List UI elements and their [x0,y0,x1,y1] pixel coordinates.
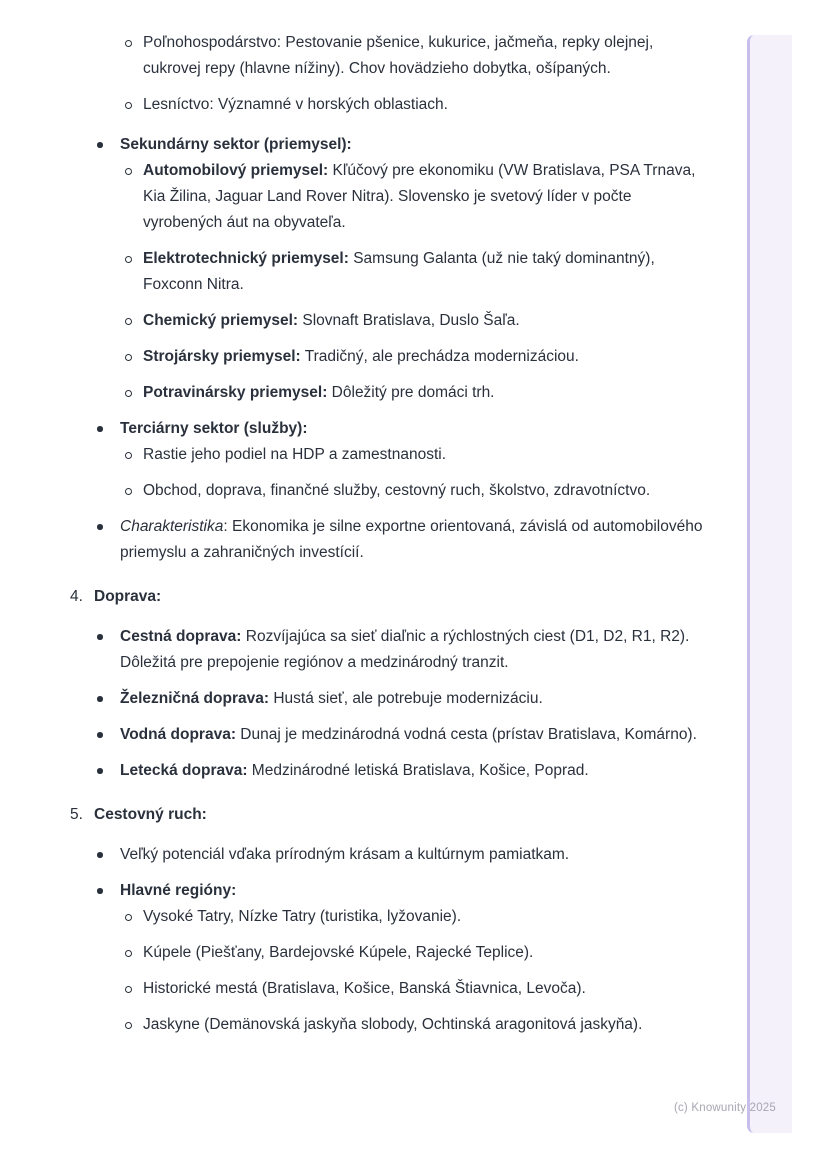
list-item-content [143,308,712,334]
section-heading [70,584,712,610]
list-item [125,158,712,236]
list-item [97,686,712,712]
list-item [125,940,712,966]
list-block [125,30,712,118]
list-item [125,246,712,298]
next-page-preview[interactable] [747,35,792,1133]
bullet-disc-icon [97,758,120,774]
list-item-text: Slovnaft Bratislava, Duslo Šaľa. [298,312,520,329]
list-item-content [143,158,712,236]
list-item-lead: Vodná doprava: [120,726,236,743]
list-item-text: Hustá sieť, ale potrebuje modernizáciu. [269,690,543,707]
list-item-content [143,30,712,82]
list-block [97,132,712,566]
list-item-content [143,344,712,370]
list-item [97,514,712,566]
list-item [97,132,712,406]
bullet-circle-icon [125,904,143,921]
bullet-circle-icon [125,442,143,459]
list-item-text: Obchod, doprava, finančné služby, cestovný ruch, školstvo, zdravotníctvo. [143,482,651,499]
bullet-circle-icon [125,308,143,325]
list-item-content [143,940,712,966]
list-item-text: Dôležitý pre domáci trh. [327,384,495,401]
section-title: Cestovný ruch: [94,806,207,823]
list-block [97,842,712,1038]
list-item-content [120,686,712,712]
list-item [125,92,712,118]
list-block [125,442,712,504]
list-item-lead: Hlavné regióny: [120,882,237,899]
list-item-content [120,878,712,1038]
section-heading [70,802,712,828]
bullet-circle-icon [125,380,143,397]
list-item-text: Historické mestá (Bratislava, Košice, Banská Štiavnica, Levoča). [143,980,586,997]
list-item-text: Dunaj je medzinárodná vodná cesta (prístav Bratislava, Komárno). [235,726,697,743]
numbered-section [70,584,712,784]
list-item-text: Kľúčový pre ekonomiku (VW Bratislava, PSA Trnava, Kia Žilina, Jaguar Land Rover Nitra). Slovensko je svetový líder v počte vyrobených áut na obyvateľa. [143,162,696,231]
list-item-content [120,842,712,868]
bullet-disc-icon [97,514,120,530]
list-item [97,758,712,784]
list-item-lead: Potravinársky priemysel: [143,384,328,401]
list-item-content [120,416,712,504]
list-item-lead: Letecká doprava: [120,762,248,779]
list-item-content [143,442,712,468]
list-item-text: Medzinárodné letiská Bratislava, Košice, Poprad. [247,762,589,779]
list-item-lead: Automobilový priemysel: [143,162,329,179]
list-item-text: Rozvíjajúca sa sieť diaľnic a rýchlostných ciest (D1, D2, R1, R2). Dôležitá pre prepojenie regiónov a medzinárodný tranzit. [120,628,690,671]
list-item-text: Vysoké Tatry, Nízke Tatry (turistika, lyžovanie). [143,908,462,925]
list-item-content [143,246,712,298]
list-item-text: Jaskyne (Demänovská jaskyňa slobody, Ochtinská aragonitová jaskyňa). [143,1016,643,1033]
list-item-text: Tradičný, ale prechádza modernizáciou. [300,348,579,365]
section-title: Doprava: [94,588,162,605]
list-item-content [143,92,712,118]
list-item [125,976,712,1002]
section-number: 4. [70,588,83,605]
list-item [97,416,712,504]
bullet-circle-icon [125,940,143,957]
bullet-circle-icon [125,344,143,361]
list-block [97,624,712,784]
list-item-content [143,976,712,1002]
list-item-content [120,722,712,748]
watermark: (c) Knowunity 2025 [673,1102,776,1114]
bullet-disc-icon [97,842,120,858]
bullet-circle-icon [125,92,143,109]
list-item [125,380,712,406]
bullet-circle-icon [125,246,143,263]
notes-content [70,30,712,1038]
bullet-disc-icon [97,878,120,894]
bullet-disc-icon [97,686,120,702]
list-item [125,1012,712,1038]
bullet-disc-icon [97,624,120,640]
list-item-lead: Terciárny sektor (služby): [120,420,308,437]
bullet-circle-icon [125,30,143,47]
list-item-text: Samsung Galanta (už nie taký dominantný), Foxconn Nitra. [143,250,655,293]
list-item-lead: Cestná doprava: [120,628,242,645]
list-item-lead: Elektrotechnický priemysel: [143,250,349,267]
bullet-circle-icon [125,478,143,495]
list-item [97,842,712,868]
list-item-text: : Ekonomika je silne exportne orientovaná, závislá od automobilového priemyslu a zahraničných investícií. [120,518,703,561]
list-item-text: Kúpele (Piešťany, Bardejovské Kúpele, Rajecké Teplice). [143,944,534,961]
list-item [125,344,712,370]
bullet-disc-icon [97,416,120,432]
list-item-text: Lesníctvo: Významné v horských oblastiach. [143,96,448,113]
list-item [97,722,712,748]
numbered-section [70,802,712,1038]
list-item [125,478,712,504]
list-item [97,624,712,676]
list-item-lead: Sekundárny sektor (priemysel): [120,136,352,153]
bullet-disc-icon [97,132,120,148]
bullet-circle-icon [125,1012,143,1029]
list-item-content [143,1012,712,1038]
list-item-content [143,904,712,930]
list-item [125,30,712,82]
list-item-lead: Železničná doprava: [120,690,270,707]
list-item-text: Poľnohospodárstvo: Pestovanie pšenice, kukurice, jačmeňa, repky olejnej, cukrovej repy (hlavne nížiny). Chov hovädzieho dobytka, ošípaných. [143,34,654,77]
bullet-disc-icon [97,722,120,738]
list-item-content [120,624,712,676]
list-item-text: Rastie jeho podiel na HDP a zamestnanosti. [143,446,446,463]
bullet-circle-icon [125,976,143,993]
list-item-content [120,514,712,566]
list-block [125,904,712,1038]
list-item-lead: Chemický priemysel: [143,312,299,329]
section-number: 5. [70,806,83,823]
list-item [125,442,712,468]
bullet-circle-icon [125,158,143,175]
list-item-content [143,380,712,406]
list-item-content [143,478,712,504]
list-item-text: Veľký potenciál vďaka prírodným krásam a kultúrnym pamiatkam. [120,846,570,863]
list-item [97,878,712,1038]
list-item-content [120,758,712,784]
list-item [125,308,712,334]
list-item [125,904,712,930]
list-item-content [120,132,712,406]
list-block [125,158,712,406]
list-item-lead: Charakteristika [120,518,224,535]
list-item-lead: Strojársky priemysel: [143,348,301,365]
